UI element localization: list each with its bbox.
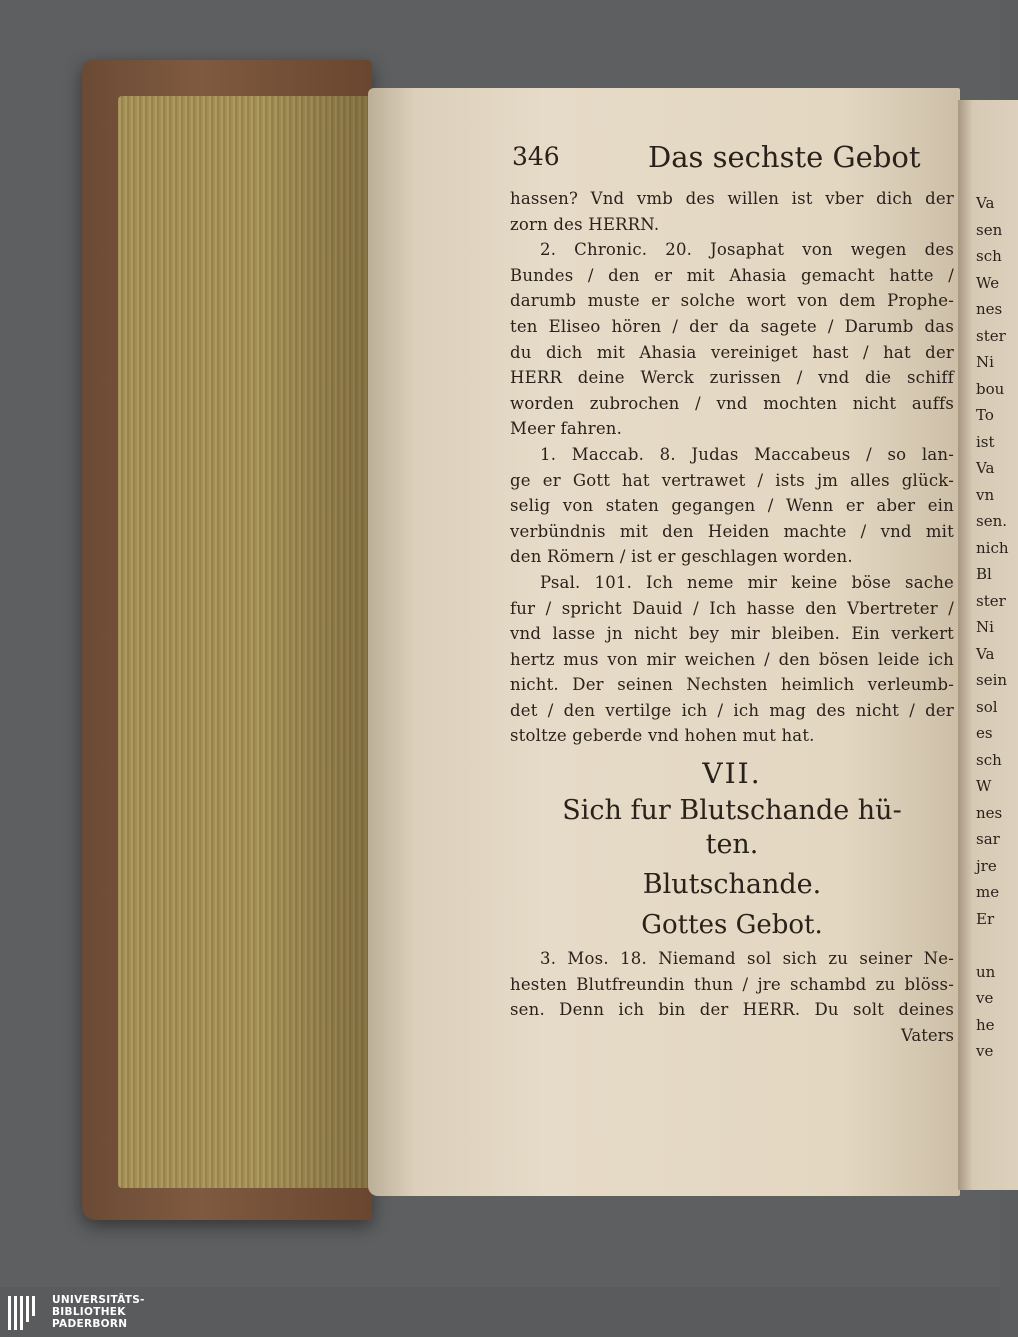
text-line: 2. Chronic. 20. Josaphat von wegen des	[540, 240, 954, 260]
catchword: Vaters	[901, 1025, 954, 1045]
page-block-edge	[118, 96, 380, 1188]
right-page-text-fragments	[976, 190, 1009, 1065]
text-line: 3. Mos. 18. Niemand sol sich zu seiner Ne-	[540, 949, 954, 969]
right-page-fragment: Va	[976, 194, 995, 212]
text-line: worden zubrochen / vnd mochten nicht auffs	[510, 393, 954, 413]
text-line: Bundes / den er mit Ahasia gemacht hatte /	[510, 265, 954, 285]
right-page-fragment: ster	[976, 591, 1006, 610]
page-text	[510, 140, 954, 1048]
right-page-fragment: Bl	[976, 565, 992, 583]
text-line: Psal. 101. Ich neme mir keine böse sache	[540, 572, 954, 592]
text-line: fur / spricht Dauid / Ich hasse den Vbertreter /	[510, 598, 954, 618]
right-page-fragment: nich	[976, 538, 1009, 557]
text-line: selig von staten gegangen / Wenn er aber ein	[510, 496, 954, 516]
right-page-fragment: To	[976, 406, 994, 424]
text-line: HERR deine Werck zurissen / vnd die schiff	[510, 368, 954, 388]
text-line: hertz mus von mir weichen / den bösen leide ich	[510, 649, 954, 669]
right-page-fragment: Ni	[976, 353, 994, 371]
right-page-fragment: Va	[976, 459, 995, 477]
right-page-fragment: sch	[976, 750, 1002, 769]
right-page-fragment: sen.	[976, 512, 1008, 530]
section-number: VII.	[702, 757, 762, 791]
text-line: 1. Maccab. 8. Judas Maccabeus / so lan-	[540, 444, 954, 464]
right-page-fragment: nes	[976, 300, 1003, 318]
library-name	[52, 1294, 145, 1330]
library-logo-icon	[8, 1296, 44, 1330]
right-page-fragment: nes	[976, 803, 1003, 822]
right-page-fragment: W	[976, 777, 992, 795]
section-title-cont: ten.	[705, 829, 759, 861]
right-page-fragment: ist	[976, 432, 995, 451]
right-page-fragment: ster	[976, 326, 1006, 345]
right-page-fragment: ve	[976, 1042, 994, 1060]
section-title: Sich fur Blutschande hü-	[562, 795, 902, 827]
text-line: nicht. Der seinen Nechsten heimlich verleumb-	[510, 675, 954, 695]
text-line: ten Eliseo hören / der da sagete / Darumb das	[510, 316, 954, 336]
section-subtitle-2: Gottes Gebot.	[641, 910, 823, 941]
text-line: ge er Gott hat vertrawet / ists jm alles glück-	[510, 470, 954, 490]
running-head: Das sechste Gebot	[648, 140, 921, 174]
right-page-fragment: Er	[976, 909, 995, 928]
text-line: den Römern / ist er geschlagen worden.	[510, 547, 853, 567]
page-number: 346	[512, 142, 560, 171]
footer-bar	[0, 1287, 1000, 1337]
text-line: verbündnis mit den Heiden machte / vnd mit	[510, 521, 954, 541]
text-line: det / den vertilge ich / ich mag des nicht / der	[510, 700, 954, 720]
right-page-fragment: We	[976, 273, 1000, 292]
text-line: darumb muste er solche wort von dem Prophe-	[510, 291, 954, 311]
right-page-fragment: sein	[976, 671, 1008, 689]
right-page-fragment: Ni	[976, 618, 994, 636]
text-line: du dich mit Ahasia vereiniget hast / hat der	[510, 342, 954, 362]
text-line: hassen? Vnd vmb des willen ist vber dich der	[510, 189, 954, 208]
right-page-fragment: me	[976, 883, 1000, 901]
text-line: stoltze geberde vnd hohen mut hat.	[510, 726, 815, 746]
section-subtitle: Blutschande.	[642, 869, 822, 901]
right-page-fragment	[976, 932, 1006, 959]
right-page-fragment: Va	[976, 644, 995, 663]
right-page-fragment: sol	[976, 697, 998, 716]
right-page-fragment: ve	[976, 989, 994, 1007]
right-page-fragment: bou	[976, 379, 1005, 398]
text-line: hesten Blutfreundin thun / jre schambd zu blöss-	[510, 974, 954, 994]
text-line: Meer fahren.	[510, 419, 623, 439]
right-page-fragment: sar	[976, 830, 1000, 848]
right-page-fragment: jre	[976, 856, 997, 875]
right-page-fragment: es	[976, 724, 993, 742]
library-name-line: PADERBORN	[52, 1318, 128, 1330]
right-page-fragment: sch	[976, 247, 1002, 265]
right-page-fragment: sen	[976, 220, 1003, 239]
right-page-fragment: he	[976, 1015, 995, 1034]
library-name-line: UNIVERSITÄTS-	[52, 1294, 145, 1306]
library-name-line: BIBLIOTHEK	[52, 1306, 126, 1318]
text-line: zorn des HERRN.	[510, 214, 660, 234]
text-line: sen. Denn ich bin der HERR. Du solt deines	[510, 1000, 954, 1020]
right-page-fragment: vn	[976, 485, 995, 504]
page-header	[510, 140, 954, 186]
right-page-fragment: un	[976, 962, 996, 981]
text-line: vnd lasse jn nicht bey mir bleiben. Ein verkert	[510, 624, 954, 644]
